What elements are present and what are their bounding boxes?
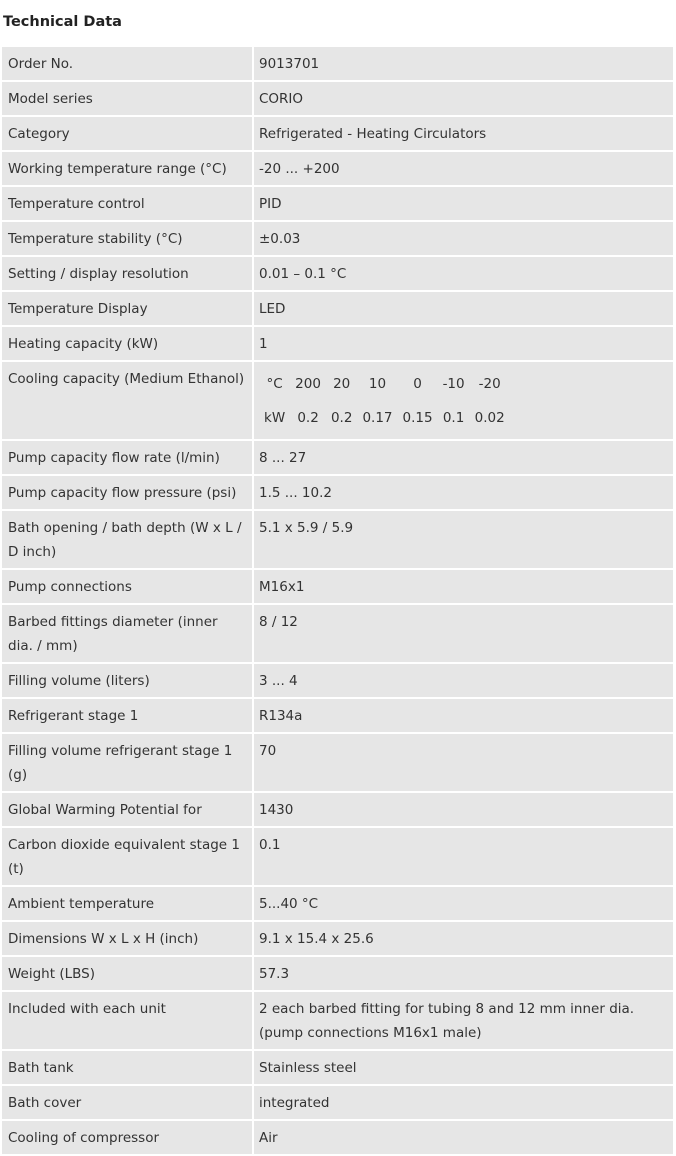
table-row bbox=[2, 793, 673, 826]
row-value-weight: 57.3 bbox=[254, 957, 673, 990]
table-row bbox=[2, 887, 673, 920]
row-label-global-warming-potential: Global Warming Potential for bbox=[2, 793, 254, 826]
row-label-display-resolution: Setting / display resolution bbox=[2, 257, 254, 290]
table-row bbox=[2, 441, 673, 474]
cooling-temp-value: 0 bbox=[413, 376, 422, 392]
row-value-dimensions: 9.1 x 15.4 x 25.6 bbox=[254, 922, 673, 955]
cooling-power-value: 0.17 bbox=[362, 410, 393, 426]
table-row bbox=[2, 1121, 673, 1154]
cooling-power-value: 0.02 bbox=[474, 410, 505, 426]
row-label-filling-volume: Filling volume (liters) bbox=[2, 664, 254, 697]
row-label-bath-opening: Bath opening / bath depth (W x L / D inch) bbox=[2, 511, 254, 568]
row-value-cooling-capacity bbox=[254, 362, 673, 439]
cooling-temp-value: -10 bbox=[442, 376, 465, 392]
table-row bbox=[2, 47, 673, 80]
row-value-global-warming-potential: 1430 bbox=[254, 793, 673, 826]
row-label-barbed-fittings-diameter: Barbed fittings diameter (inner dia. / mm) bbox=[2, 605, 254, 662]
row-label-temperature-stability: Temperature stability (°C) bbox=[2, 222, 254, 255]
row-value-category: Refrigerated - Heating Circulators bbox=[254, 117, 673, 150]
table-row bbox=[2, 570, 673, 603]
row-label-model-series: Model series bbox=[2, 82, 254, 115]
row-label-temperature-display: Temperature Display bbox=[2, 292, 254, 325]
row-value-cooling-of-compressor: Air bbox=[254, 1121, 673, 1154]
cooling-power-row bbox=[259, 401, 510, 435]
row-label-category: Category bbox=[2, 117, 254, 150]
row-value-temperature-stability: ±0.03 bbox=[254, 222, 673, 255]
table-row bbox=[2, 152, 673, 185]
row-label-bath-cover: Bath cover bbox=[2, 1086, 254, 1119]
table-row bbox=[2, 82, 673, 115]
cooling-temp-unit: °C bbox=[266, 376, 283, 392]
cooling-temp-value: 10 bbox=[368, 376, 387, 392]
cooling-capacity-grid bbox=[259, 367, 510, 435]
cooling-power-unit: kW bbox=[264, 410, 286, 426]
row-value-filling-volume: 3 ... 4 bbox=[254, 664, 673, 697]
table-row bbox=[2, 362, 673, 439]
row-label-bath-tank: Bath tank bbox=[2, 1051, 254, 1084]
cooling-temp-value: 20 bbox=[333, 376, 351, 392]
row-label-co2-equivalent: Carbon dioxide equivalent stage 1 (t) bbox=[2, 828, 254, 885]
row-label-ambient-temperature: Ambient temperature bbox=[2, 887, 254, 920]
table-row bbox=[2, 605, 673, 662]
row-label-cooling-capacity: Cooling capacity (Medium Ethanol) bbox=[2, 362, 254, 439]
row-label-dimensions: Dimensions W x L x H (inch) bbox=[2, 922, 254, 955]
row-value-temperature-display: LED bbox=[254, 292, 673, 325]
table-row bbox=[2, 828, 673, 885]
row-value-pump-flow-rate: 8 ... 27 bbox=[254, 441, 673, 474]
row-value-order-no: 9013701 bbox=[254, 47, 673, 80]
row-value-model-series: CORIO bbox=[254, 82, 673, 115]
technical-data-table bbox=[2, 45, 673, 1156]
row-value-heating-capacity: 1 bbox=[254, 327, 673, 360]
table-row bbox=[2, 117, 673, 150]
row-label-pump-flow-rate: Pump capacity flow rate (l/min) bbox=[2, 441, 254, 474]
row-label-included-with-unit: Included with each unit bbox=[2, 992, 254, 1049]
row-label-heating-capacity: Heating capacity (kW) bbox=[2, 327, 254, 360]
table-row bbox=[2, 476, 673, 509]
table-row bbox=[2, 327, 673, 360]
row-label-temperature-control: Temperature control bbox=[2, 187, 254, 220]
row-label-pump-connections: Pump connections bbox=[2, 570, 254, 603]
row-value-bath-tank: Stainless steel bbox=[254, 1051, 673, 1084]
page-title: Technical Data bbox=[3, 14, 122, 30]
row-value-refrigerant-stage-1: R134a bbox=[254, 699, 673, 732]
cooling-power-value: 0.15 bbox=[402, 410, 433, 426]
row-value-working-temperature-range: -20 ... +200 bbox=[254, 152, 673, 185]
row-value-pump-flow-pressure: 1.5 ... 10.2 bbox=[254, 476, 673, 509]
table-row bbox=[2, 222, 673, 255]
table-row bbox=[2, 292, 673, 325]
table-row bbox=[2, 734, 673, 791]
row-label-cooling-of-compressor: Cooling of compressor bbox=[2, 1121, 254, 1154]
cooling-power-value: 0.1 bbox=[442, 410, 465, 426]
table-row bbox=[2, 957, 673, 990]
row-value-ambient-temperature: 5...40 °C bbox=[254, 887, 673, 920]
table-row bbox=[2, 511, 673, 568]
table-row bbox=[2, 664, 673, 697]
row-value-pump-connections: M16x1 bbox=[254, 570, 673, 603]
row-value-display-resolution: 0.01 – 0.1 °C bbox=[254, 257, 673, 290]
row-value-co2-equivalent: 0.1 bbox=[254, 828, 673, 885]
row-value-bath-opening: 5.1 x 5.9 / 5.9 bbox=[254, 511, 673, 568]
cooling-temp-row bbox=[259, 367, 510, 401]
row-label-pump-flow-pressure: Pump capacity flow pressure (psi) bbox=[2, 476, 254, 509]
table-row bbox=[2, 1086, 673, 1119]
table-row bbox=[2, 1051, 673, 1084]
row-label-order-no: Order No. bbox=[2, 47, 254, 80]
table-row bbox=[2, 992, 673, 1049]
row-label-filling-volume-refrigerant: Filling volume refrigerant stage 1 (g) bbox=[2, 734, 254, 791]
table-row bbox=[2, 922, 673, 955]
table-row bbox=[2, 699, 673, 732]
row-label-refrigerant-stage-1: Refrigerant stage 1 bbox=[2, 699, 254, 732]
row-value-barbed-fittings-diameter: 8 / 12 bbox=[254, 605, 673, 662]
table-row bbox=[2, 257, 673, 290]
table-row bbox=[2, 187, 673, 220]
cooling-temp-value: -20 bbox=[478, 376, 501, 392]
row-label-weight: Weight (LBS) bbox=[2, 957, 254, 990]
cooling-power-value: 0.2 bbox=[297, 410, 319, 426]
cooling-temp-value: 200 bbox=[295, 376, 321, 392]
cooling-power-value: 0.2 bbox=[330, 410, 353, 426]
row-value-included-with-unit: 2 each barbed fitting for tubing 8 and 12 mm inner dia. (pump connections M16x1 male) bbox=[254, 992, 673, 1049]
row-value-temperature-control: PID bbox=[254, 187, 673, 220]
row-value-bath-cover: integrated bbox=[254, 1086, 673, 1119]
row-value-filling-volume-refrigerant: 70 bbox=[254, 734, 673, 791]
row-label-working-temperature-range: Working temperature range (°C) bbox=[2, 152, 254, 185]
